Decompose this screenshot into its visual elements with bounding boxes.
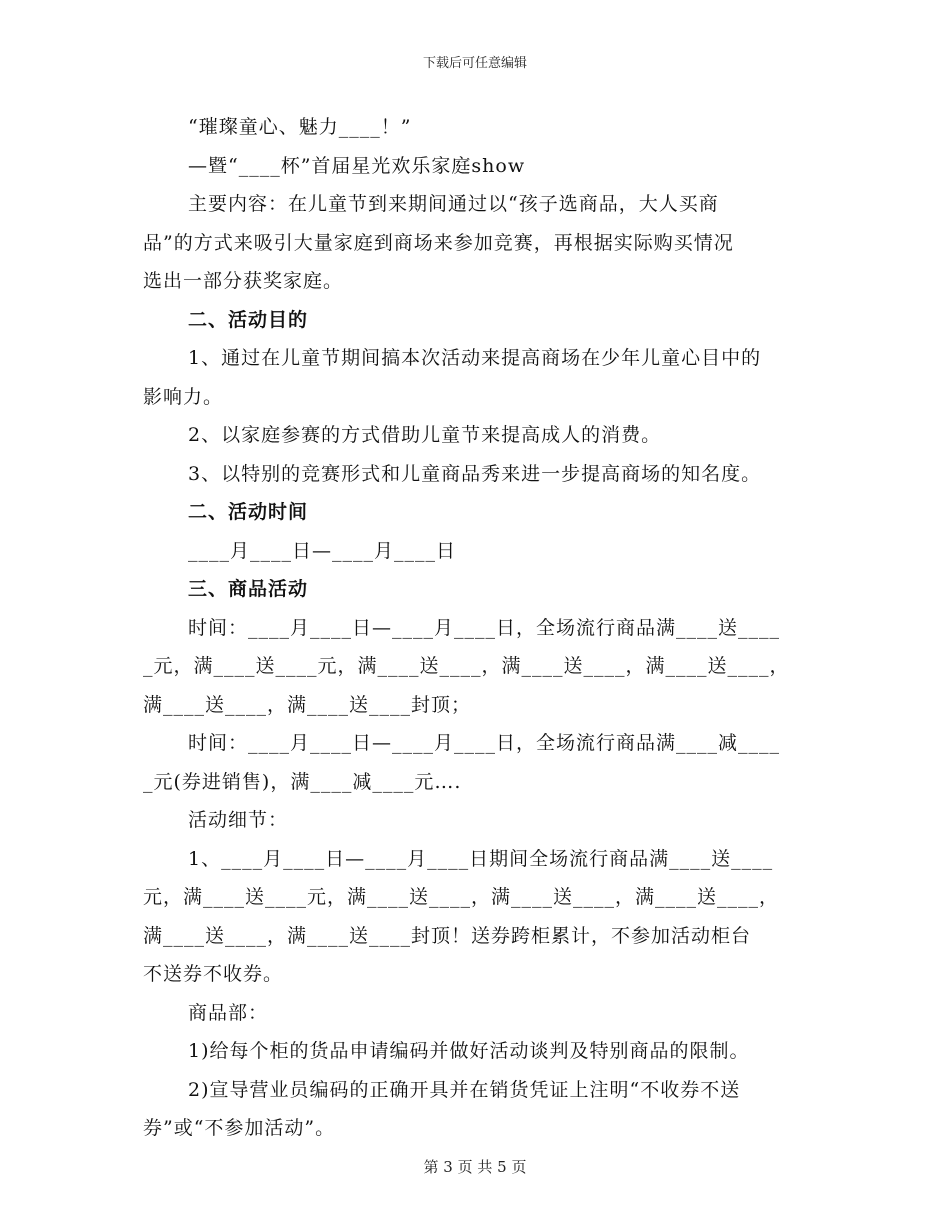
paragraph-line: 活动细节：	[188, 809, 289, 831]
section-heading: 三、商品活动	[188, 578, 309, 600]
paragraph-line: 品”的方式来吸引大量家庭到商场来参加竞赛，再根据实际购买情况	[143, 231, 734, 254]
paragraph-line: 元，满____送____元，满____送____，满____送____，满____送____，	[143, 886, 780, 908]
paragraph-line: 商品部：	[188, 1001, 269, 1024]
paragraph-line: 影响力。	[143, 385, 224, 408]
list-item: 1、通过在儿童节期间搞本次活动来提高商场在少年儿童心目中的	[188, 347, 762, 369]
list-item: 2、以家庭参赛的方式借助儿童节来提高成人的消费。	[188, 424, 662, 446]
paragraph-line: 券”或“不参加活动”。	[143, 1117, 336, 1139]
paragraph-line: _元(券进销售)，满____减____元….	[143, 770, 462, 793]
paragraph-line: 满____送____，满____送____封顶；	[143, 693, 472, 716]
list-item: 3、以特别的竞赛形式和儿童商品秀来进一步提高商场的知名度。	[188, 462, 762, 485]
paragraph-line: 不送券不收券。	[143, 963, 284, 985]
section-heading: 二、活动时间	[188, 501, 309, 523]
paragraph-line: 时间：____月____日—____月____日，全场流行商品满____减____	[188, 732, 781, 754]
paragraph-line: 时间：____月____日—____月____日，全场流行商品满____送____	[188, 616, 781, 639]
title-line: “璀璨童心、魅力____！”	[188, 116, 412, 138]
page-header: 下载后可任意编辑	[422, 56, 527, 71]
section-heading: 二、活动目的	[188, 308, 309, 331]
paragraph-line: _元，满____送____元，满____送____，满____送____，满____送____，	[143, 655, 790, 677]
list-item: 1)给每个柜的货品申请编码并做好活动谈判及特别商品的限制。	[188, 1040, 750, 1062]
list-item: 1、____月____日—____月____日期间全场流行商品满____送____	[188, 847, 774, 870]
subtitle-line: —暨“____杯”首届星光欢乐家庭show	[188, 154, 526, 177]
page-footer: 第 3 页 共 5 页	[423, 1158, 527, 1176]
paragraph-line: 满____送____，满____送____封顶！送券跨柜累计，不参加活动柜台	[143, 924, 752, 947]
list-item: 2)宣导营业员编码的正确开具并在销货凭证上注明“不收券不送	[188, 1078, 741, 1101]
paragraph-line: 主要内容：在儿童节到来期间通过以“孩子选商品，大人买商	[188, 193, 719, 215]
document-body	[143, 108, 815, 1148]
paragraph-line: ____月____日—____月____日	[188, 539, 457, 562]
paragraph-line: 选出一部分获奖家庭。	[143, 270, 344, 292]
